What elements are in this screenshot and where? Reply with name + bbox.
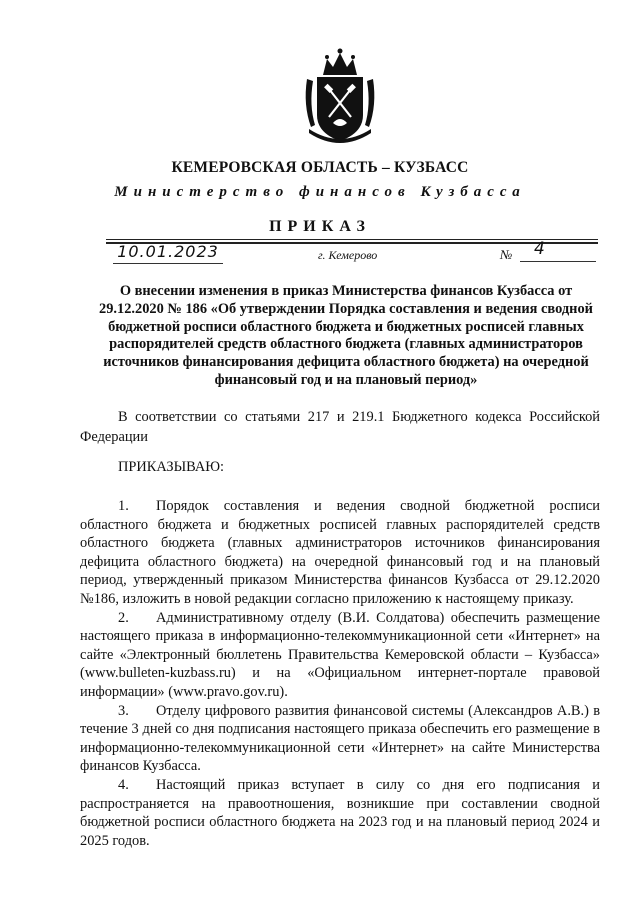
order-item — [80, 776, 600, 850]
item-text: Порядок составления и ведения сводной бюджетной росписи областного бюджета и бюджетных росписей главных распорядителей средств областного бюджета (главных администраторов источников финансирования дефицита областного бюджета) на очередной финансовый год и на плановый период, утвержденный приказом Министерства финансов Кузбасса от 29.12.2020 №186, изложить в новой редакции согласно приложению к настоящему приказу. — [80, 498, 600, 607]
document-city: г. Кемерово — [318, 248, 378, 262]
document-type: ПРИКАЗ — [269, 218, 371, 235]
header-rule-thin — [106, 239, 598, 240]
legal-basis-text: В соответствии со статьями 217 и 219.1 Бюджетного кодекса Российской Федерации — [80, 409, 600, 445]
item-number: 2. — [118, 609, 129, 626]
item-text: Отделу цифрового развития финансовой системы (Александров А.В.) в течение 3 дней со дня подписания настоящего приказа обеспечить его размещение в информационно-телекоммуникационной сети «Интернет» на сайте Министерства финансов Кузбасса. — [80, 702, 600, 775]
document-number: 4 — [534, 239, 545, 259]
order-item — [80, 609, 600, 702]
document-date: 10.01.2023 — [113, 241, 223, 264]
item-number: 4. — [118, 776, 129, 793]
document-title: О внесении изменения в приказ Министерства финансов Кузбасса от 29.12.2020 № 186 «Об утверждении Порядка составления и ведения сводной бюджетной росписи областного бюджета и бюджетных росписей главных распорядителей средств областного бюджета (главных администраторов источников финансирования дефицита областного бюджета) на очередной финансовый год и на плановый период» — [99, 283, 593, 388]
order-item — [80, 702, 600, 776]
item-text: Административному отделу (В.И. Солдатова) обеспечить размещение настоящего приказа в информационно-телекоммуникационной сети «Интернет» на сайте «Электронный бюллетень Правительства Кемеровской области – Кузбасса» (www.bulleten-kuzbass.ru) и на «Официальном интернет-портале правовой информации» (www.pravo.gov.ru). — [80, 609, 600, 700]
region-name: КЕМЕРОВСКАЯ ОБЛАСТЬ – КУЗБАСС — [171, 159, 469, 176]
item-number: 1. — [118, 498, 129, 514]
item-text: Настоящий приказ вступает в силу со дня его подписания и распространяется на правоотношения, возникшие при составлении сводной бюджетной росписи областного бюджета на 2023 год и на плановый период 2024 и 2025 годов. — [80, 776, 600, 849]
coat-of-arms-emblem — [301, 45, 379, 145]
document-number-field — [520, 241, 596, 262]
order-item — [80, 497, 600, 609]
number-sign: № — [500, 247, 513, 262]
ministry-name: Министерство финансов Кузбасса — [114, 184, 526, 200]
legal-basis-paragraph — [80, 407, 600, 447]
order-items-list — [80, 497, 600, 850]
order-word: ПРИКАЗЫВАЮ: — [118, 459, 225, 475]
item-number: 3. — [118, 702, 129, 719]
